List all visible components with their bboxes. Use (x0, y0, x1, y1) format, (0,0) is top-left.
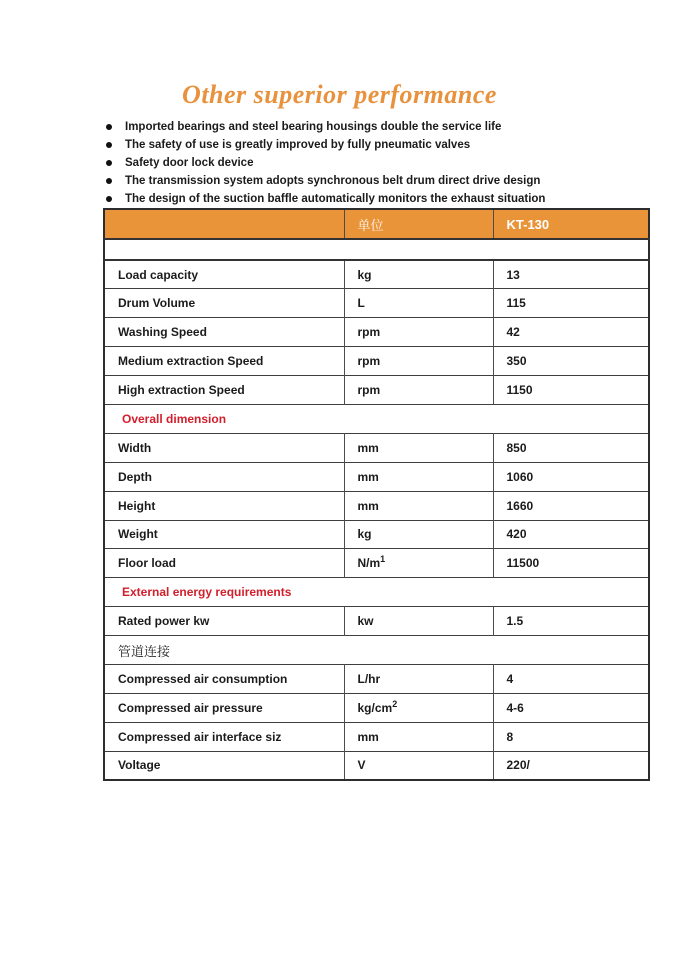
table-row (104, 722, 649, 751)
spec-unit: rpm (344, 376, 493, 405)
spec-label: Compressed air interface siz (118, 729, 282, 744)
spec-unit: L/hr (344, 664, 493, 693)
spec-label: Compressed air pressure (118, 700, 263, 715)
spec-label: Floor load (118, 556, 176, 571)
bullet-icon (106, 160, 112, 166)
table-row (104, 347, 649, 376)
spec-value: 8 (493, 722, 649, 751)
list-item (106, 172, 649, 190)
spec-unit: L (344, 289, 493, 318)
table-header-row (104, 209, 649, 239)
section-row (104, 578, 649, 607)
section-row-plain (104, 636, 649, 665)
bullet-icon (106, 178, 112, 184)
section-row (104, 404, 649, 433)
feature-bullet-list (106, 118, 649, 208)
specification-table (103, 208, 650, 781)
spec-value: 4-6 (493, 693, 649, 722)
spec-value: 1660 (493, 491, 649, 520)
list-item (106, 118, 649, 136)
spec-label: High extraction Speed (118, 383, 245, 397)
spec-label: Medium extraction Speed (118, 354, 264, 369)
spec-value: 1.5 (493, 607, 649, 636)
header-unit-cell: 单位 (344, 209, 493, 239)
bullet-text: Imported bearings and steel bearing housings double the service life (125, 121, 502, 133)
section-label: 管道连接 (118, 644, 171, 660)
spec-unit: kg (344, 520, 493, 549)
table-row (104, 607, 649, 636)
spec-unit: mm (344, 491, 493, 520)
table-row (104, 462, 649, 491)
spec-unit: rpm (344, 347, 493, 376)
spec-unit: V (344, 751, 493, 780)
spec-label: Depth (118, 469, 152, 484)
spec-value: 420 (493, 520, 649, 549)
table-row (104, 664, 649, 693)
table-row (104, 520, 649, 549)
spec-value: 350 (493, 347, 649, 376)
bullet-text: The safety of use is greatly improved by fully pneumatic valves (125, 139, 471, 151)
table-row (104, 260, 649, 289)
header-model-cell: KT-130 (493, 209, 649, 239)
list-item (106, 136, 649, 154)
bullet-icon (106, 124, 112, 130)
spec-value: 1150 (493, 376, 649, 405)
spec-unit: mm (344, 433, 493, 462)
bullet-text: The transmission system adopts synchronous belt drum direct drive design (125, 175, 541, 187)
spec-label: Height (118, 498, 156, 513)
table-row (104, 693, 649, 722)
spec-value: 4 (493, 664, 649, 693)
table-row (104, 549, 649, 578)
table-row (104, 376, 649, 405)
spec-label: Washing Speed (118, 325, 207, 340)
spacer-cell (104, 239, 649, 260)
spec-unit: rpm (344, 318, 493, 347)
unit-base: kg/cm (357, 700, 393, 715)
list-item (106, 190, 649, 208)
spec-label: Rated power kw (118, 614, 210, 629)
table-row (104, 318, 649, 347)
spec-label: Weight (118, 527, 158, 542)
spec-label: Load capacity (118, 267, 199, 282)
table-row (104, 491, 649, 520)
spec-value: 115 (493, 289, 649, 318)
unit-superscript: 2 (392, 698, 398, 709)
spec-value: 13 (493, 260, 649, 289)
spec-label: Voltage (118, 758, 161, 773)
spec-unit (344, 549, 493, 578)
page-title: Other superior performance (182, 80, 497, 109)
spec-label: Width (118, 440, 152, 455)
spec-unit: kw (344, 607, 493, 636)
spec-value: 11500 (493, 549, 649, 578)
section-label: Overall dimension (122, 411, 227, 426)
table-row (104, 289, 649, 318)
spec-unit: kg (344, 260, 493, 289)
section-label: External energy requirements (122, 585, 292, 600)
unit-base: N/m (357, 556, 381, 571)
unit-superscript: 1 (380, 554, 386, 565)
table-row (104, 433, 649, 462)
list-item (106, 154, 649, 172)
spec-value: 850 (493, 433, 649, 462)
spec-value: 1060 (493, 462, 649, 491)
spec-label: Compressed air consumption (118, 671, 288, 686)
table-row (104, 751, 649, 780)
spec-value: 42 (493, 318, 649, 347)
bullet-text: Safety door lock device (125, 157, 254, 169)
spacer-row (104, 239, 649, 260)
spec-label: Drum Volume (118, 296, 196, 311)
spec-unit (344, 693, 493, 722)
bullet-text: The design of the suction baffle automatically monitors the exhaust situation (125, 193, 546, 205)
spec-value: 220/ (493, 751, 649, 780)
bullet-icon (106, 196, 112, 202)
bullet-icon (106, 142, 112, 148)
spec-unit: mm (344, 462, 493, 491)
spec-unit: mm (344, 722, 493, 751)
header-spec-cell (104, 209, 344, 239)
